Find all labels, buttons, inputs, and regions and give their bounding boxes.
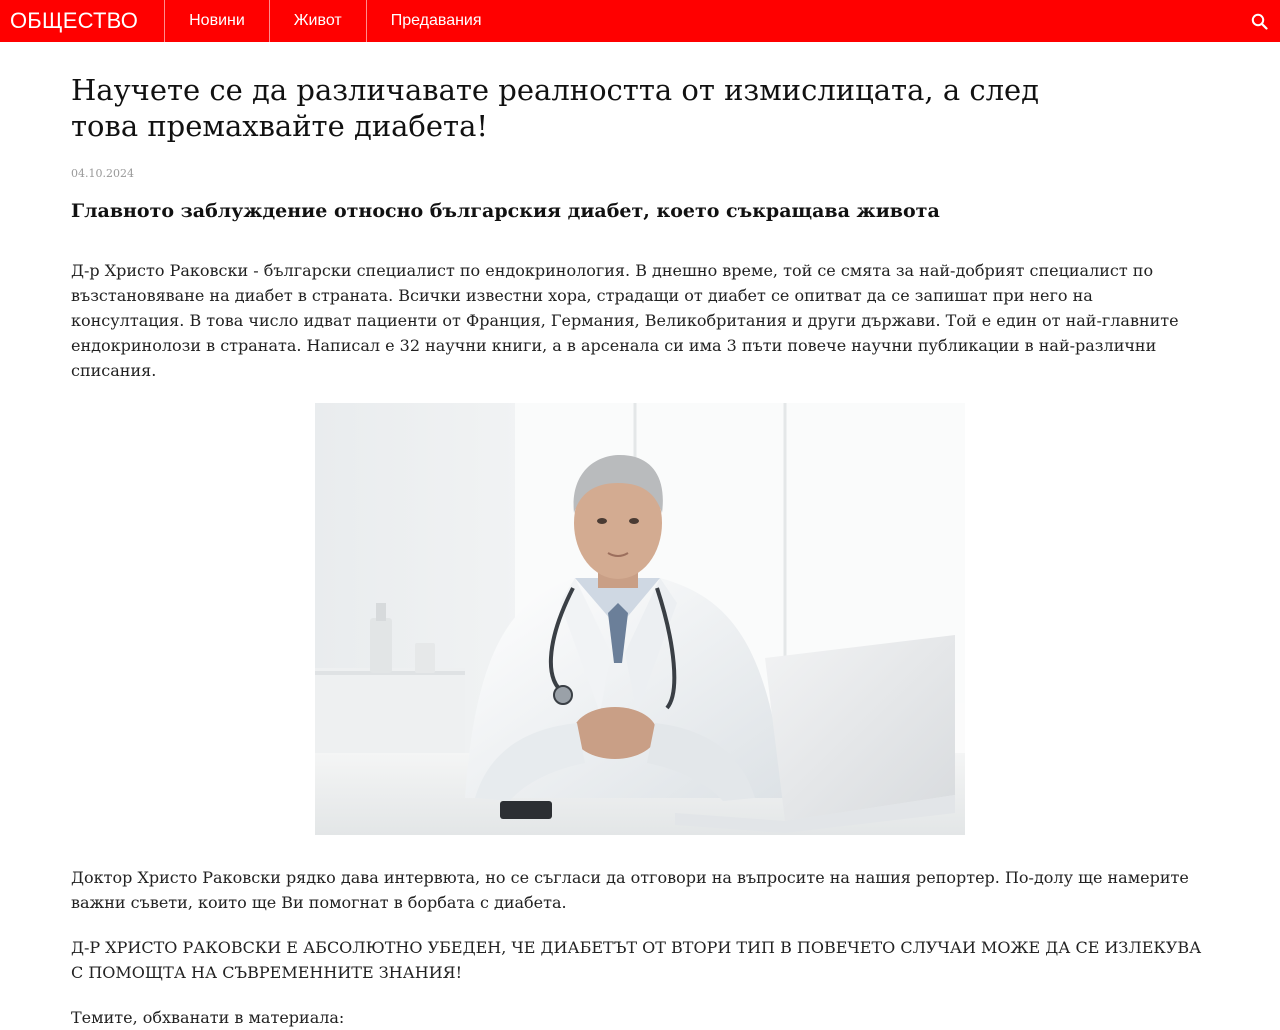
article-topics-label: Темите, обхванати в материала: [71, 1008, 345, 1027]
doctor-photo [315, 403, 965, 835]
article-date: 04.10.2024 [71, 167, 134, 180]
article-title: Научете се да различавате реалността от измислицата, а след това премахвайте диабета! [71, 73, 1040, 143]
site-brand-link[interactable]: ОБЩЕСТВО [0, 0, 165, 42]
search-icon [1251, 13, 1268, 30]
top-navigation-bar [0, 0, 1280, 42]
article [71, 42, 1211, 1030]
article-paragraph-uppercase: Д-Р ХРИСТО РАКОВСКИ Е АБСОЛЮТНО УБЕДЕН, ЧЕ ДИАБЕТЪТ ОТ ВТОРИ ТИП В ПОВЕЧЕТО СЛУЧАИ МОЖЕ ДА СЕ ИЗЛЕКУВА С ПОМОЩТА НА СЪВРЕМЕННИТЕ ЗНАНИЯ! [71, 938, 1202, 982]
nav-item-shows[interactable]: Предавания [390, 12, 482, 29]
nav-item-life[interactable]: Живот [270, 0, 367, 42]
article-subtitle: Главното заблуждение относно българския диабет, което съкращава живота [71, 200, 940, 222]
article-paragraph: Доктор Христо Раковски рядко дава интервюта, но се съгласи да отговори на въпросите на нашия репортер. По-долу ще намерите важни съвети, които ще Ви помогнат в борбата с диабета. [71, 868, 1189, 912]
article-paragraph: Д-р Христо Раковски - български специалист по ендокринология. В днешно време, той се смята за най-добрият специалист по възстановяване на диабет в страната. Всички известни хора, страдащи от диабет се опитват да се запишат при него на консултация. В това число идват пациенти от Франция, Германия, Великобритания и други държави. Той е един от най-главните ендокринолози в страната. Написал е 32 научни книги, а в арсенала си има 3 пъти повече научни публикации в най-различни списания. [71, 261, 1179, 380]
search-button[interactable] [1238, 0, 1280, 42]
nav-item-news[interactable]: Новини [165, 0, 270, 42]
